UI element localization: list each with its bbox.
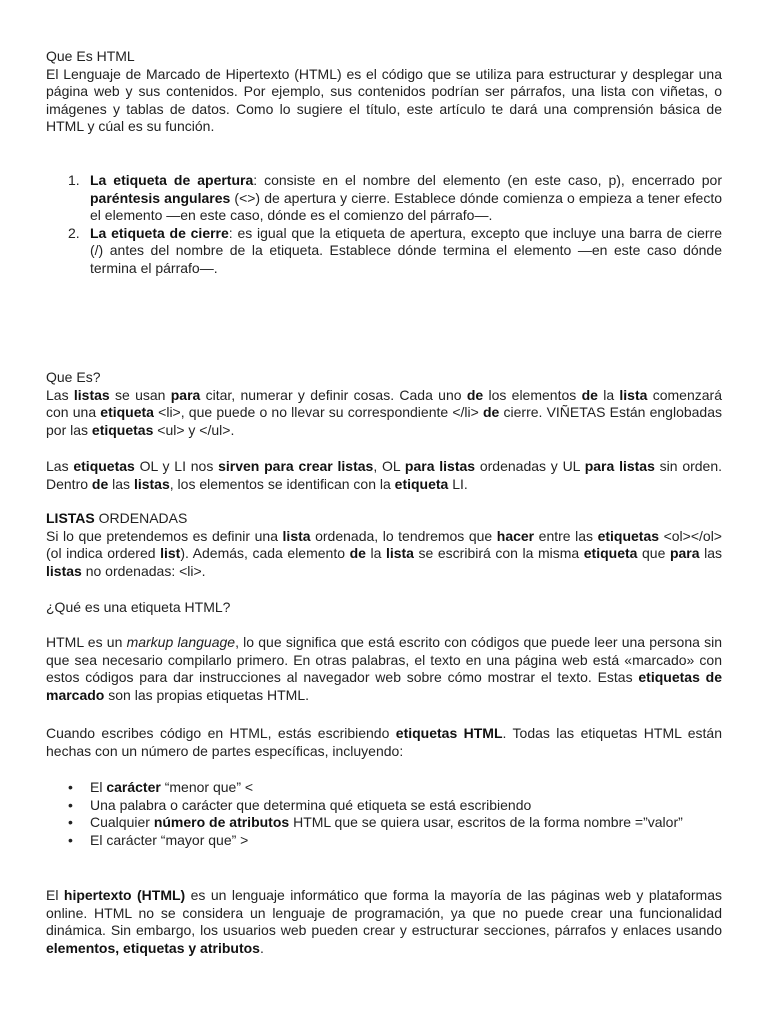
term-bold: La etiqueta de apertura [90,172,254,188]
text: LI. [448,475,468,492]
bold-text: etiquetas HTML [395,725,503,741]
que-es-etiqueta-heading-block [46,599,722,617]
bold-text: de [349,545,366,561]
bold-text: lista [282,527,311,544]
bold-text: sirven para crear listas [218,458,374,474]
list-item [90,779,722,797]
que-es-section [46,369,722,439]
list-text: : es igual que la etiqueta de apertura, excepto que incluye una barra de cierre (/) antes del nombre de la etiqueta. Establece dónde termina el elemento —en este caso dónde termina el párrafo—. [90,224,723,276]
text: sin orden. Dentro [46,458,723,492]
heading-que-es-etiqueta: ¿Qué es una etiqueta HTML? [46,599,231,615]
list-number: 1. [68,172,80,188]
bold-text: para listas [404,458,476,474]
text: ordenada, lo tendremos que [310,527,497,544]
text: HTML que se quiera usar, escritos de la forma nombre =”valor” [289,814,683,830]
bold-text: elementos, etiquetas y atributos [46,939,260,956]
text: El [90,779,107,795]
list-item [90,814,722,832]
bold-text: hipertexto (HTML) [63,887,186,903]
text: “menor que” < [160,779,254,795]
text: las [699,545,722,561]
bold-text: listas [73,386,110,403]
text: que [637,545,670,561]
text: los elementos [483,386,582,403]
text: Las [46,386,74,403]
text: las [108,475,134,492]
bold-text: para [170,386,201,403]
bold-text: de [482,404,500,420]
text: . Todas las etiquetas HTML están hechas con un número de partes específicas, incluyendo: [46,725,723,759]
bold-text: etiqueta [394,475,449,492]
etiquetas-paragraph-block [46,458,722,493]
bold-text: lista [619,386,648,403]
text: ). Además, cada elemento [180,545,350,561]
bold-text: etiqueta [100,404,154,420]
term-bold: paréntesis angulares [90,189,231,206]
text: se escribirá con la misma [413,545,584,561]
list-item: • Una palabra o carácter que determina qué etiqueta se está escribiendo [90,797,722,815]
text: citar, numerar y definir cosas. Cada uno [200,386,467,403]
text: , OL [373,458,405,474]
text: Cuando escribes código en HTML, estás escribiendo [46,725,396,741]
italic-text: markup language [126,634,236,650]
text: Las [46,458,74,474]
list-text: (<>) de apertura y cierre. Establece dónde comienza o empieza a tener efecto el elemento —en este caso, dónde es el comienzo del párrafo—. [90,189,722,223]
bold-text: de [466,386,484,403]
text: entre las [534,527,598,544]
bold-text: listas [46,562,82,579]
list-item [68,172,722,225]
bold-text: etiquetas de marcado [46,669,722,703]
text: ordenadas y UL [475,458,585,474]
etiquetas-paragraph [46,458,722,493]
listas-paragraph [46,387,722,440]
heading-que-es: Que Es? [46,369,101,385]
bold-text: listas [133,475,170,492]
bold-text: etiqueta [583,545,638,561]
partes-paragraph [46,725,722,760]
bold-text: hacer [496,527,535,544]
list-text: : consiste en el nombre del elemento (en este caso, p), encerrado por [253,172,722,188]
text: ORDENADAS [94,510,188,526]
text: . [259,939,264,956]
text: HTML es un [46,634,127,650]
bullet-list [90,779,722,849]
bold-text: número de atributos [153,814,290,830]
bold-text: carácter [106,779,161,795]
bold-text: lista [385,545,414,561]
text: OL y LI nos [134,458,219,474]
bold-text: de [581,386,598,403]
text: no ordenadas: <li>. [81,562,206,579]
bold-text: list [160,545,181,561]
bold-text: para [669,545,700,561]
text: la [365,545,386,561]
intro-paragraph: El Lenguaje de Marcado de Hipertexto (HTML) es el código que se utiliza para estructurar y desplegar una página web y sus contenidos. Por ejemplo, sus contenidos podrían ser párrafos, una lista con viñetas, o imágenes y tablas de datos. Como lo sugiere el título, este artículo te dará una comprensión básica de HTML y cúal es su función. [46,65,722,134]
markup-paragraph [46,634,722,704]
text: Si lo que pretendemos es definir una [46,527,283,544]
ordenadas-paragraph [46,528,722,581]
bold-text: de [91,475,109,492]
text: Cualquier [90,814,154,830]
bold-text: LISTAS [46,510,95,526]
text: <ol></ol> (ol indica ordered [46,527,722,561]
term-bold: La etiqueta de cierre [90,224,229,241]
text: se usan [109,386,171,403]
hipertexto-paragraph [46,887,722,957]
bold-text: para listas [584,458,655,474]
listas-ordenadas-section [46,510,722,580]
text: la [597,386,620,403]
list-number: 2. [68,224,80,241]
bold-text: etiquetas [597,527,660,544]
text: <li>, que puede o no llevar su correspondiente </li> [153,404,483,420]
heading-listas-ordenadas [46,510,722,528]
text: son las propias etiquetas HTML. [104,686,310,703]
bold-text: etiquetas [73,458,135,474]
text: El [46,887,64,903]
text: <ul> y </ul>. [153,421,235,438]
intro-section [46,48,722,136]
markup-language-block [46,634,722,704]
text: cierre. VIÑETAS Están englobadas por las [46,404,722,438]
hipertexto-block [46,887,722,957]
heading-que-es-html: Que Es HTML [46,48,135,64]
list-item: • El carácter “mayor que” > [90,832,722,850]
text: comenzará con una [46,386,722,420]
numbered-list [68,172,723,277]
bold-text: etiquetas [91,421,154,438]
text: , los elementos se identifican con la [169,475,395,492]
text: es un lenguaje informático que forma la mayoría de las páginas web y plataformas online. HTML no se considera un lenguaje de programación, ya que no puede crear una funcionalidad dinámica. Sin embargo, los usuarios web pueden crear y estructurar secciones, párrafos y enlaces usando [46,887,723,938]
list-item [68,224,723,278]
partes-block [46,725,722,760]
text: , lo que significa que está escrito con códigos que puede leer una persona sin que sea necesario compilarlo primero. En otras palabras, el texto en una página web está «marcado» con estos códigos para dar instrucciones al navegador web sobre cómo mostrar el texto. Estas [46,634,722,685]
